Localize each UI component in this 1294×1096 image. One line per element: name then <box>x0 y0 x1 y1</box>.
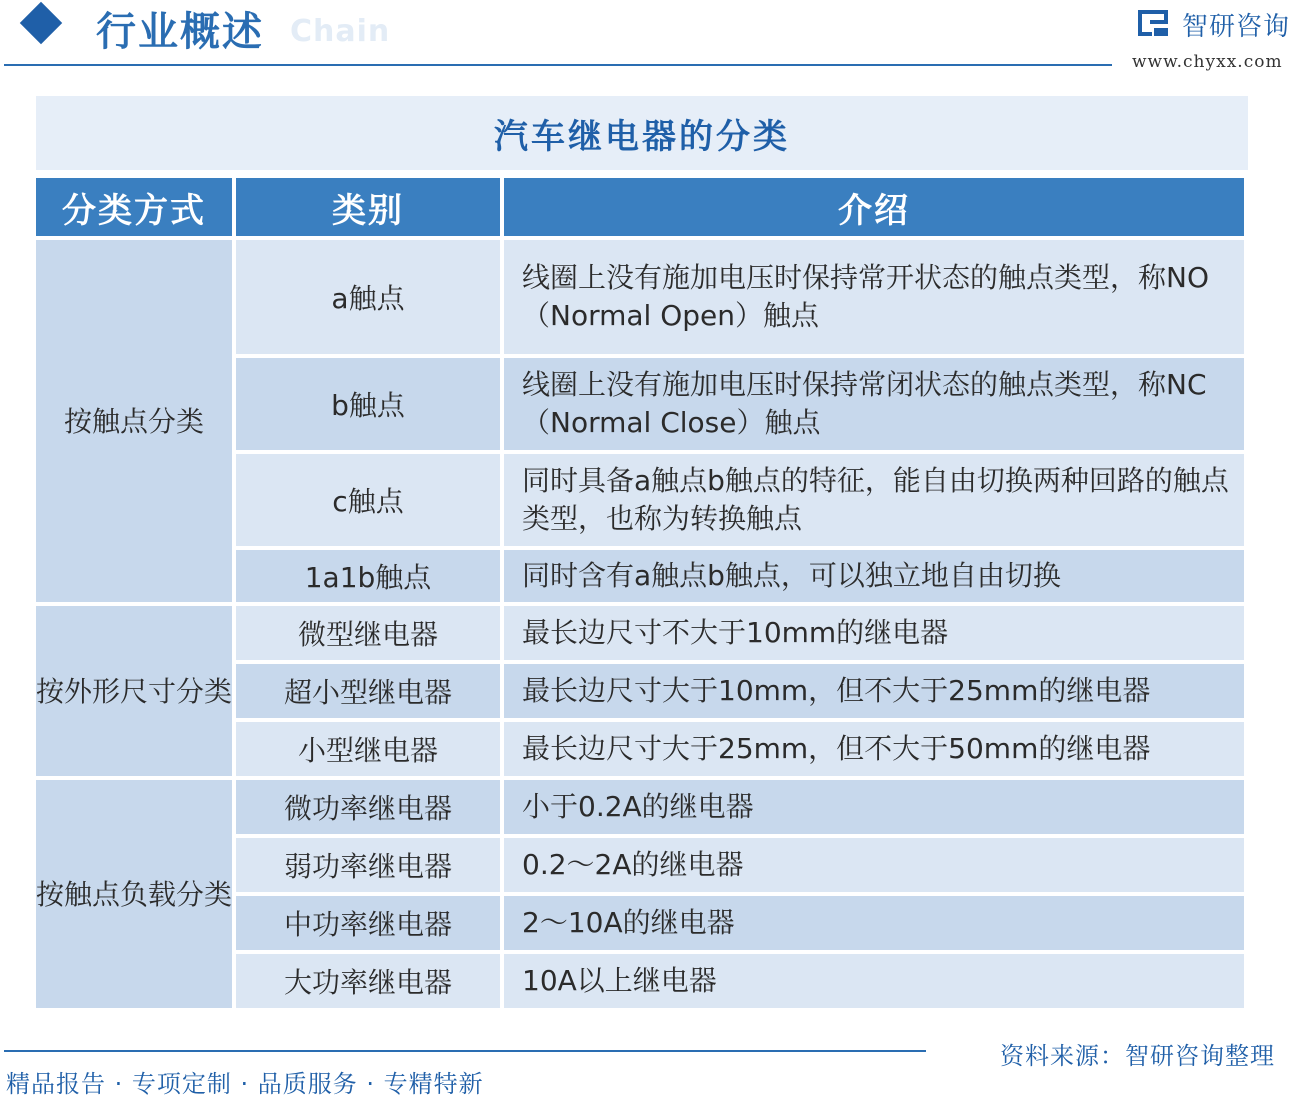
column-header-method: 分类方式 <box>36 178 232 236</box>
desc-cell: 线圈上没有施加电压时保持常闭状态的触点类型，称NC（Normal Close）触点 <box>504 358 1244 450</box>
section-title: 行业概述 <box>96 9 264 55</box>
desc-cell: 2～10A的继电器 <box>504 896 1244 950</box>
desc-cell: 同时含有a触点b触点，可以独立地自由切换 <box>504 550 1244 602</box>
brand-url: www.chyxx.com <box>1132 52 1283 72</box>
type-cell: 小型继电器 <box>236 722 500 776</box>
type-cell: 超小型继电器 <box>236 664 500 718</box>
desc-cell: 最长边尺寸大于25mm，但不大于50mm的继电器 <box>504 722 1244 776</box>
type-cell: 微型继电器 <box>236 606 500 660</box>
page-header <box>0 0 1294 80</box>
category-cell: 按触点分类 <box>36 240 232 602</box>
footer-slogan: 精品报告 · 专项定制 · 品质服务 · 专精特新 <box>6 1070 484 1096</box>
type-cell: 1a1b触点 <box>236 550 500 602</box>
type-cell: a触点 <box>236 240 500 354</box>
category-cell: 按外形尺寸分类 <box>36 606 232 776</box>
brand-logo-icon <box>1136 6 1170 40</box>
table-header-row <box>36 178 1244 236</box>
type-cell: c触点 <box>236 454 500 546</box>
table-row <box>36 606 1244 660</box>
classification-table <box>32 174 1248 1012</box>
diamond-icon <box>20 2 62 44</box>
column-header-type: 类别 <box>236 178 500 236</box>
desc-cell: 小于0.2A的继电器 <box>504 780 1244 834</box>
table-row <box>36 240 1244 354</box>
table-title: 汽车继电器的分类 <box>36 96 1248 170</box>
type-cell: 大功率继电器 <box>236 954 500 1008</box>
category-cell: 按触点负载分类 <box>36 780 232 1008</box>
desc-cell: 最长边尺寸大于10mm，但不大于25mm的继电器 <box>504 664 1244 718</box>
column-header-intro: 介绍 <box>504 178 1244 236</box>
footer-source: 资料来源：智研咨询整理 <box>1000 1042 1275 1070</box>
type-cell: 微功率继电器 <box>236 780 500 834</box>
header-divider <box>4 64 1112 66</box>
desc-cell: 10A以上继电器 <box>504 954 1244 1008</box>
type-cell: 中功率继电器 <box>236 896 500 950</box>
table-row <box>36 780 1244 834</box>
desc-cell: 线圈上没有施加电压时保持常开状态的触点类型，称NO（Normal Open）触点 <box>504 240 1244 354</box>
brand-name: 智研咨询 <box>1182 12 1291 42</box>
footer-divider <box>4 1050 926 1052</box>
type-cell: b触点 <box>236 358 500 450</box>
type-cell: 弱功率继电器 <box>236 838 500 892</box>
desc-cell: 同时具备a触点b触点的特征，能自由切换两种回路的触点类型，也称为转换触点 <box>504 454 1244 546</box>
desc-cell: 最长边尺寸不大于10mm的继电器 <box>504 606 1244 660</box>
table-title-banner <box>36 96 1244 170</box>
background-watermark-text: Chain <box>290 14 391 49</box>
desc-cell: 0.2～2A的继电器 <box>504 838 1244 892</box>
